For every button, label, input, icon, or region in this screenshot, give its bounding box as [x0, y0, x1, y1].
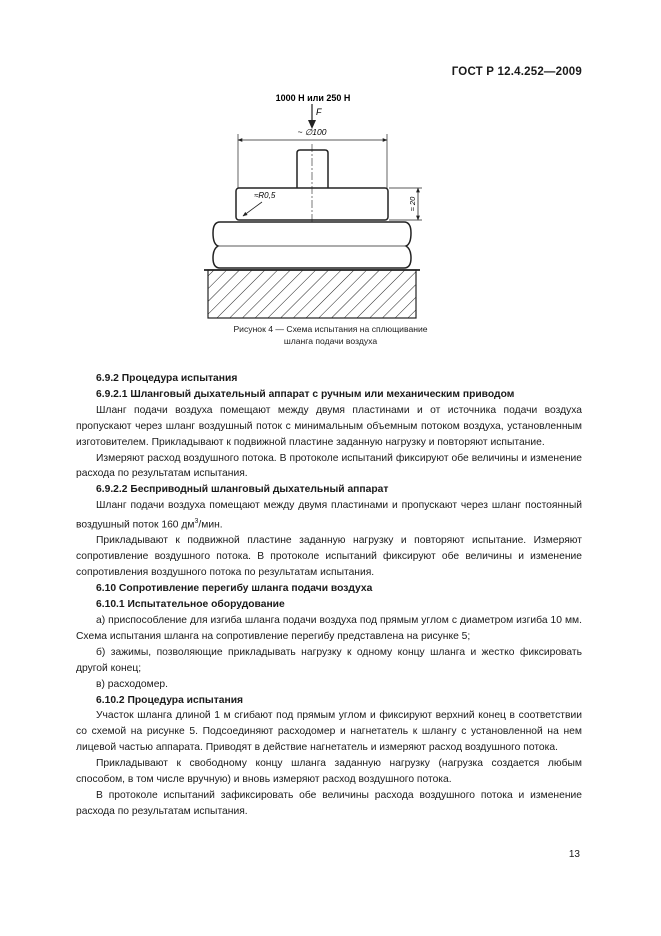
radius-label: ≈R0,5: [254, 191, 276, 200]
list-item: б) зажимы, позволяющие прикладывать нагрузку к одному концу шланга и жестко фиксировать другой конец;: [76, 646, 582, 674]
base-plate: [204, 270, 420, 318]
paragraph-text: Шланг подачи воздуха помещают между двумя пластинами и пропускают через шланг постоянный воздушный поток 160 дм: [76, 500, 582, 531]
section-heading: 6.9.2.1 Шланговый дыхательный аппарат с ручным или механическим приводом: [96, 388, 515, 400]
paragraph: Участок шланга длиной 1 м сгибают под прямым углом и фиксируют верхний конец в соответствии со схемой на рисунке 5. Подсоединяют расходомер и нагнетатель к шлангу с установленной на нем лицевой частью аппарата. Приводят в действие нагнетатель и измеряют расход воздушного потока.: [76, 710, 582, 754]
load-plate-stem: [297, 150, 328, 188]
hose-cross-section: [213, 222, 411, 268]
section-heading: 6.10 Сопротивление перегибу шланга подачи воздуха: [96, 583, 373, 595]
height-label: ≈ 20: [408, 196, 417, 212]
paragraph: Измеряют расход воздушного потока. В протоколе испытаний фиксируют обе величины и изменение расхода по результатам испытания.: [76, 452, 582, 480]
load-label: 1000 Н или 250 Н: [275, 93, 351, 103]
document-id: ГОСТ Р 12.4.252—2009: [451, 66, 582, 78]
paragraph-text: /мин.: [198, 519, 223, 531]
pressure-plate: [236, 144, 388, 222]
list-item: а) приспособление для изгиба шланга подачи воздуха под прямым углом с диаметром изгиба 10 мм. Схема испытания шланга на сопротивление перегибу представлена на рисунке 5;: [76, 615, 582, 642]
section-heading: 6.10.1 Испытательное оборудование: [96, 599, 285, 611]
paragraph: В протоколе испытаний зафиксировать обе величины расхода воздушного потока и изменение расхода по результатам испытания.: [76, 789, 582, 817]
force-label: F: [316, 107, 322, 117]
superscript: 3: [194, 518, 199, 526]
force-arrow: [308, 104, 316, 129]
list-item: в) расходомер.: [96, 678, 169, 690]
height-dimension: [389, 188, 422, 220]
document-body: [76, 371, 582, 820]
paragraph: [76, 498, 582, 533]
flattening-test-diagram: [0, 0, 661, 320]
caption-line: Рисунок 4 — Схема испытания на сплющивание: [233, 324, 428, 334]
section-heading: 6.9.2.2 Бесприводный шланговый дыхательный аппарат: [96, 484, 389, 496]
figure-caption: [0, 323, 661, 347]
paragraph: Прикладывают к свободному концу шланга заданную нагрузку (нагрузка создается любым способом, в том числе вручную) и вновь измеряют расход воздушного потока.: [76, 758, 582, 786]
page-number: 13: [568, 849, 580, 860]
diameter-label: ~ ∅100: [297, 127, 327, 137]
section-heading: 6.9.2 Процедура испытания: [96, 373, 238, 384]
caption-line: шланга подачи воздуха: [283, 336, 378, 346]
paragraph: Прикладывают к подвижной пластине заданную нагрузку и повторяют испытание. Измеряют сопротивление воздушного потока. В протоколе испытаний фиксируют обе величины и изменение сопротивления воздушного потока по результатам испытания.: [76, 535, 582, 579]
section-heading: 6.10.2 Процедура испытания: [96, 694, 244, 706]
paragraph: Шланг подачи воздуха помещают между двумя пластинами и от источника подачи воздуха пропускают через шланг воздушный поток с минимальным объемным потоком воздуха, установленным изготовителем. Прикладывают к подвижной пластине заданную нагрузку и повторяют испытание.: [76, 404, 582, 448]
